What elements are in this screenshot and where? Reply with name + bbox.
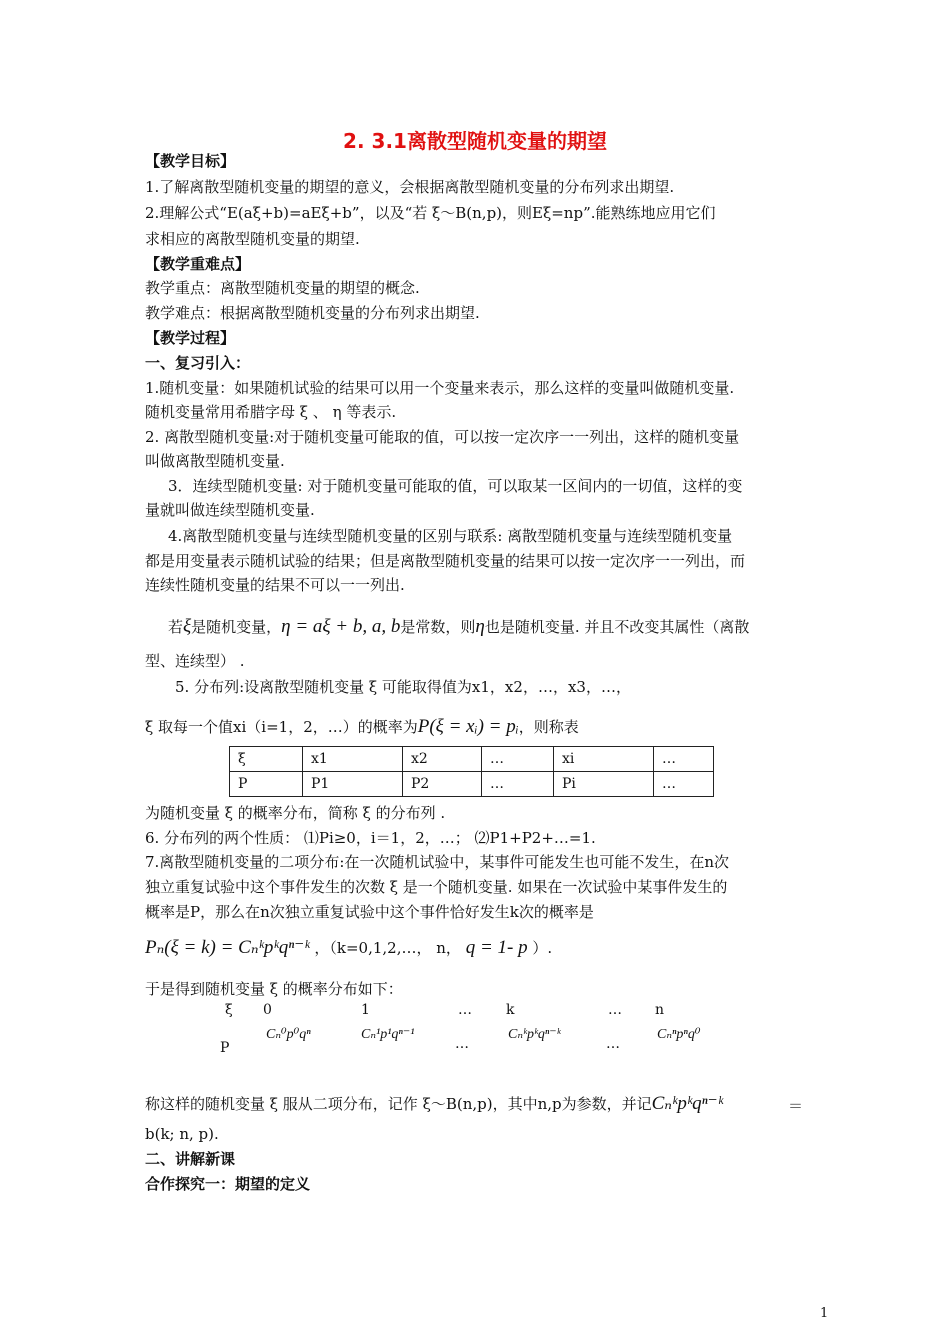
- bd-prob: Cₙ¹p¹qⁿ⁻¹: [361, 1027, 415, 1042]
- paragraph-line: 量就叫做连续型随机变量.: [145, 501, 315, 519]
- bd-value: 0: [263, 1002, 272, 1018]
- table-cell: …: [654, 772, 714, 797]
- paragraph-line: 2. 离散型随机变量:对于随机变量可能取的值，可以按一定次序一一列出，这样的随机变量: [145, 428, 740, 446]
- paragraph-line: 教学重点：离散型随机变量的期望的概念.: [145, 279, 420, 297]
- paragraph-line: 都是用变量表示随机试验的结果；但是离散型随机变量的结果可以按一定次序一一列出，而: [145, 552, 746, 570]
- paragraph-line: 7.离散型随机变量的二项分布:在一次随机试验中，某事件可能发生也可能不发生，在n次: [145, 853, 730, 871]
- distribution-table: [229, 746, 714, 797]
- paragraph-line: 为随机变量 ξ 的概率分布，简称 ξ 的分布列 .: [145, 804, 446, 822]
- paragraph-line: 1.随机变量：如果随机试验的结果可以用一个变量来表示，那么这样的变量叫做随机变量.: [145, 379, 735, 397]
- bd-value: …: [608, 1002, 622, 1018]
- paragraph-line: 独立重复试验中这个事件发生的次数 ξ 是一个随机变量. 如果在一次试验中某事件发生的: [145, 878, 728, 896]
- table-cell: ξ: [230, 747, 303, 772]
- bd-value: n: [655, 1002, 665, 1018]
- bd-prob: Cₙᵏpᵏqⁿ⁻ᵏ: [508, 1027, 561, 1042]
- bd-prob: …: [455, 1036, 469, 1052]
- bd-value: k: [506, 1002, 515, 1018]
- table-row: [230, 747, 714, 772]
- paragraph-line: 2.理解公式“E(aξ+b)=aEξ+b”，以及“若 ξ～B(n,p)，则Eξ=np”.能熟练地应用它们: [145, 204, 716, 222]
- heading-key-points: 【教学重难点】: [145, 255, 251, 273]
- table-cell: P1: [303, 772, 403, 797]
- text-run: ，（k=0,1,2,…， n，: [314, 939, 461, 957]
- bd-label: ξ: [225, 1002, 233, 1018]
- page-number: 1: [820, 1306, 829, 1321]
- text-run: 也是随机变量. 并且不改变其属性（离散: [484, 618, 750, 636]
- text-run: 是随机变量，: [191, 618, 282, 636]
- text-run: ）.: [532, 939, 553, 957]
- paragraph-line: 教学难点：根据离散型随机变量的分布列求出期望.: [145, 304, 480, 322]
- formula-binomial: Pₙ(ξ = k) = Cₙᵏpᵏqⁿ⁻ᵏ: [145, 937, 310, 958]
- bd-value: 1: [361, 1002, 370, 1018]
- paragraph-line: 3．连续型随机变量: 对于随机变量可能取的值，可以取某一区间内的一切值，这样的变: [168, 477, 743, 495]
- heading-process: 【教学过程】: [145, 329, 236, 347]
- paragraph-line: 随机变量常用希腊字母 ξ 、 η 等表示.: [145, 403, 397, 421]
- formula-xi: ξ: [183, 616, 192, 637]
- heading-explore: 合作探究一：期望的定义: [145, 1175, 311, 1193]
- table-cell: …: [654, 747, 714, 772]
- paragraph-line: [145, 938, 552, 958]
- page-title: 2. 3.1离散型随机变量的期望: [343, 129, 607, 153]
- bd-value: …: [458, 1002, 472, 1018]
- table-cell: Pi: [554, 772, 654, 797]
- text-run: 是常数，则: [400, 618, 476, 636]
- table-cell: P: [230, 772, 303, 797]
- paragraph-line: [168, 617, 749, 637]
- heading-new-lesson: 二、讲解新课: [145, 1150, 236, 1168]
- table-cell: xi: [554, 747, 654, 772]
- paragraph-line: 型、连续型） .: [145, 652, 245, 670]
- bd-prob: …: [606, 1036, 620, 1052]
- table-row: [230, 772, 714, 797]
- text-run: ，则称表: [518, 718, 579, 736]
- paragraph-line: 概率是P，那么在n次独立重复试验中这个事件恰好发生k次的概率是: [145, 903, 594, 921]
- paragraph-line: 于是得到随机变量 ξ 的概率分布如下：: [145, 980, 403, 998]
- table-cell: …: [482, 747, 554, 772]
- heading-objectives: 【教学目标】: [145, 152, 236, 170]
- table-cell: …: [482, 772, 554, 797]
- text-run: 称这样的随机变量 ξ 服从二项分布，记作 ξ～B(n,p)，其中n,p为参数，并记: [145, 1095, 652, 1113]
- paragraph-line: 6. 分布列的两个性质： ⑴Pi≥0，i＝1，2，…； ⑵P1+P2+…=1.: [145, 829, 596, 847]
- paragraph-line: b(k; n, p).: [145, 1125, 219, 1143]
- formula-q: q = 1- p: [465, 937, 528, 958]
- equals-sign: ＝: [788, 1097, 804, 1115]
- table-cell: x2: [403, 747, 482, 772]
- text-run: 若: [168, 618, 184, 636]
- formula-bk: Cₙᵏpᵏqⁿ⁻ᵏ: [651, 1093, 724, 1114]
- table-cell: x1: [303, 747, 403, 772]
- bd-prob: Cₙ⁰p⁰qⁿ: [266, 1027, 311, 1042]
- paragraph-line: 5. 分布列:设离散型随机变量 ξ 可能取得值为x1，x2，…，x3，…，: [175, 678, 631, 696]
- paragraph-line: 4.离散型随机变量与连续型随机变量的区别与联系: 离散型随机变量与连续型随机变量: [168, 527, 733, 545]
- paragraph-line: 叫做离散型随机变量.: [145, 452, 285, 470]
- paragraph-line: [145, 717, 579, 737]
- formula-eta: η: [475, 616, 485, 637]
- text-run: ξ 取每一个值xi（i=1，2，…）的概率为: [145, 718, 418, 736]
- paragraph-line: 求相应的离散型随机变量的期望.: [145, 230, 360, 248]
- paragraph-line: [145, 1094, 723, 1114]
- table-cell: P2: [403, 772, 482, 797]
- bd-label: P: [220, 1040, 230, 1056]
- paragraph-line: 1.了解离散型随机变量的期望的意义，会根据离散型随机变量的分布列求出期望.: [145, 178, 675, 196]
- paragraph-line: 连续性随机变量的结果不可以一一列出.: [145, 576, 405, 594]
- formula-eta-def: η = aξ + b, a, b: [281, 616, 401, 637]
- formula-probability: P(ξ = xᵢ) = pᵢ: [417, 716, 519, 737]
- bd-prob: Cₙⁿpⁿq⁰: [657, 1027, 701, 1042]
- heading-review: 一、复习引入：: [145, 354, 251, 372]
